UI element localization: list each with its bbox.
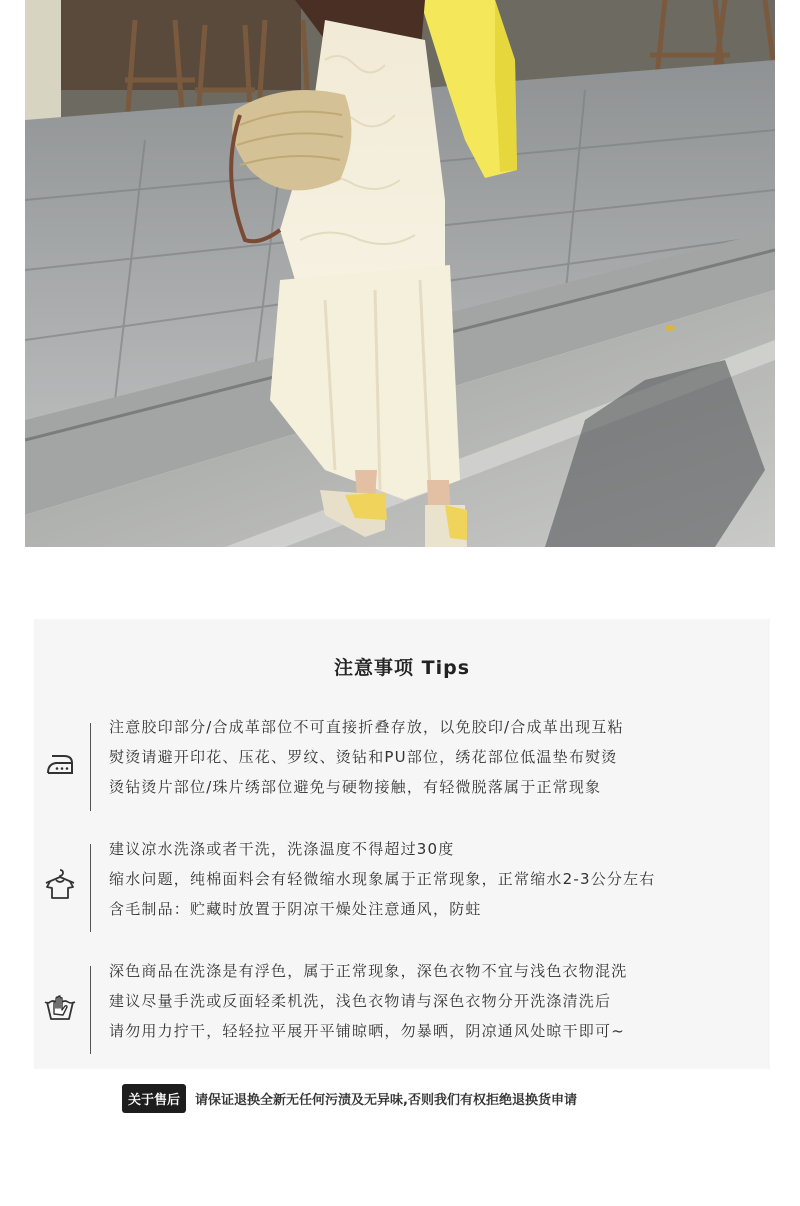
tip-line: 注意胶印部分/合成革部位不可直接折叠存放，以免胶印/合成革出现互粘	[109, 718, 624, 736]
hand-wash-icon	[42, 988, 78, 1024]
divider	[90, 966, 91, 1054]
tip-group-washing	[34, 836, 770, 944]
divider	[90, 844, 91, 932]
street-scene-image	[25, 0, 775, 547]
aftersale-note: 请保证退换全新无任何污渍及无异味,否则我们有权拒绝退换货申请	[195, 1092, 577, 1108]
product-photo	[25, 0, 775, 547]
hanging-shirt-icon	[42, 866, 78, 902]
aftersale-badge: 关于售后	[122, 1084, 186, 1113]
tip-line: 烫钻烫片部位/珠片绣部位避免与硬物接触，有轻微脱落属于正常现象	[109, 778, 602, 796]
aftersale-notice	[122, 1083, 577, 1113]
divider	[90, 723, 91, 811]
tip-line: 深色商品在洗涤是有浮色，属于正常现象，深色衣物不宜与浅色衣物混洗	[109, 962, 628, 980]
tip-group-ironing	[34, 715, 770, 823]
tips-title: 注意事项 Tips	[334, 657, 470, 679]
tip-line: 建议尽量手洗或反面轻柔机洗，浅色衣物请与深色衣物分开洗涤清洗后	[109, 992, 612, 1010]
tip-line: 建议凉水洗涤或者干洗，洗涤温度不得超过30度	[109, 840, 455, 858]
tip-group-handwash	[34, 958, 770, 1066]
iron-icon	[42, 745, 78, 781]
tip-line: 缩水问题，纯棉面料会有轻微缩水现象属于正常现象，正常缩水2-3公分左右	[109, 870, 656, 888]
tip-line: 请勿用力拧干，轻轻拉平展开平铺晾晒，勿暴晒，阴凉通风处晾干即可~	[109, 1022, 625, 1040]
tip-line: 含毛制品：贮藏时放置于阴凉干燥处注意通风，防蛀	[109, 900, 482, 918]
tip-line: 熨烫请避开印花、压花、罗纹、烫钻和PU部位，绣花部位低温垫布熨烫	[109, 748, 618, 766]
care-tips-card	[34, 619, 770, 1069]
